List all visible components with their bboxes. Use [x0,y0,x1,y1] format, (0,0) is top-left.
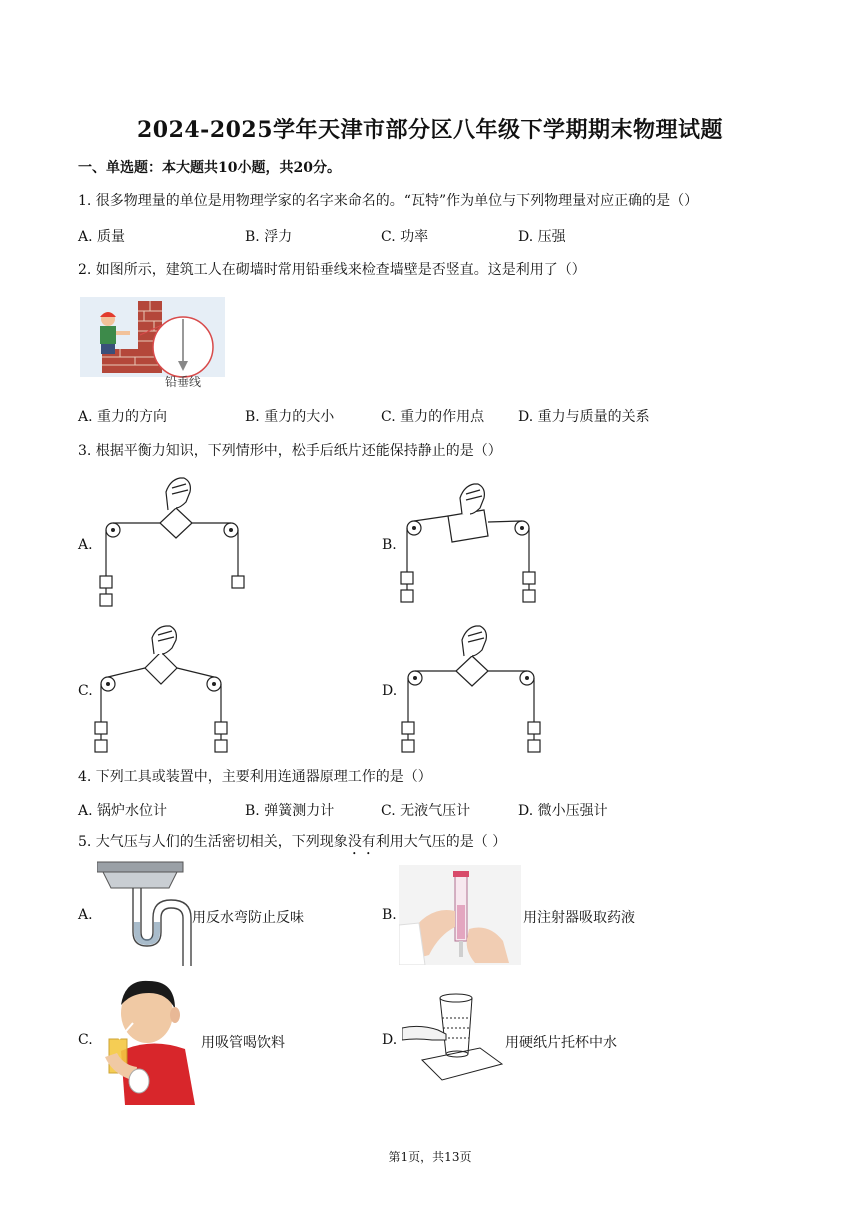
section-heading: 一、单选题：本大题共10小题，共20分。 [78,160,341,176]
q3-figure-d [396,624,551,756]
q3-option-d-letter: D. [382,683,398,699]
q4-option-d: D. 微小压强计 [518,803,608,819]
q4-option-c: C. 无液气压计 [381,803,471,819]
q5-stem-emphasis: 没有 [347,834,376,850]
page-footer: 第1页，共13页 [388,1150,472,1164]
q5-option-b-caption: 用注射器吸取药液 [523,910,635,926]
question-5-stem [78,831,506,858]
boy-drinking-photo [105,975,197,1105]
q5-option-a-caption: 用反水弯防止反味 [192,910,304,926]
question-4-stem: 4. 下列工具或装置中，主要利用连通器原理工作的是（） [78,769,432,785]
q3-figure-b [396,482,546,607]
cup-card-figure [402,988,505,1086]
q4-option-a: A. 锅炉水位计 [78,803,168,819]
sink-trap-figure [97,860,192,968]
question-2-stem: 2. 如图所示，建筑工人在砌墙时常用铅垂线来检查墙壁是否竖直。这是利用了（） [78,262,586,278]
q5-option-a-letter: A. [78,907,93,923]
q3-figure-a [92,472,252,612]
q5-stem-after: 利用大气压的是（ ） [375,834,507,850]
q1-option-d: D. 压强 [518,229,566,245]
q3-figure-c [90,624,235,756]
q2-option-b: B. 重力的大小 [245,409,335,425]
q2-option-c: C. 重力的作用点 [381,409,485,425]
q2-option-a: A. 重力的方向 [78,409,168,425]
q1-option-c: C. 功率 [381,229,429,245]
question-3-stem: 3. 根据平衡力知识，下列情形中，松手后纸片还能保持静止的是（） [78,443,502,459]
q5-option-b-letter: B. [382,907,397,923]
q3-option-a-letter: A. [78,537,93,553]
q3-option-c-letter: C. [78,683,93,699]
q5-stem-before: 5. 大气压与人们的生活密切相关，下列现象 [78,834,348,850]
plumb-line-label: 铅垂线 [165,375,202,389]
q3-option-b-letter: B. [382,537,397,553]
q5-option-d-caption: 用硬纸片托杯中水 [505,1035,617,1051]
q2-option-d: D. 重力与质量的关系 [518,409,650,425]
q5-option-c-caption: 用吸管喝饮料 [201,1035,285,1051]
question-1-stem: 1. 很多物理量的单位是用物理学家的名字来命名的。“瓦特”作为单位与下列物理量对应正确的是（） [78,193,699,209]
q5-option-d-letter: D. [382,1032,398,1048]
q1-option-b: B. 浮力 [245,229,293,245]
page-title: 2024-2025学年天津市部分区八年级下学期期末物理试题 [136,117,724,143]
plumb-line-figure [80,297,225,392]
q1-option-a: A. 质量 [78,229,126,245]
q4-option-b: B. 弹簧测力计 [245,803,335,819]
syringe-photo [399,865,521,965]
q5-option-c-letter: C. [78,1032,93,1048]
